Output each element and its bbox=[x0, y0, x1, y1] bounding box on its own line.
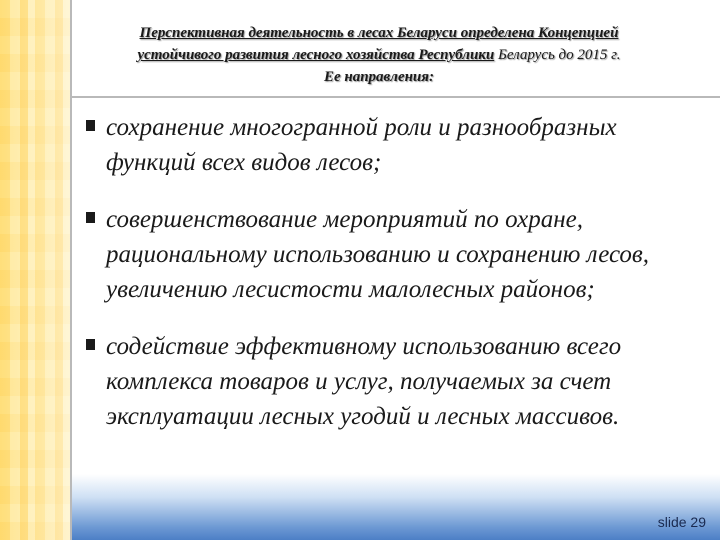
square-bullet-icon bbox=[86, 120, 95, 131]
bullet-item bbox=[84, 110, 674, 180]
side-pattern-fade bbox=[0, 0, 70, 540]
bottom-gradient-bar bbox=[70, 474, 720, 540]
bullet-item bbox=[84, 329, 674, 434]
bullet-text: сохранение многогранной роли и разнообразных функций всех видов лесов; bbox=[106, 114, 617, 176]
square-bullet-icon bbox=[86, 212, 95, 223]
header-line-2-underlined: устойчивого развития лесного хозяйства Республики bbox=[137, 47, 495, 63]
slide-header bbox=[74, 22, 684, 88]
header-line-2 bbox=[74, 44, 684, 66]
header-line-1-text: Перспективная деятельность в лесах Беларуси определена Концепцией bbox=[139, 25, 619, 41]
header-line-1 bbox=[74, 22, 684, 44]
header-line-3 bbox=[74, 66, 684, 88]
vertical-divider bbox=[70, 0, 72, 540]
slide-number: slide 29 bbox=[657, 514, 706, 530]
bullet-list bbox=[84, 110, 674, 456]
horizontal-divider bbox=[70, 96, 720, 98]
header-line-2-rest: Беларусь до 2015 г. bbox=[494, 47, 621, 63]
bullet-text: содействие эффективному использованию всего комплекса товаров и услуг, получаемых за счет эксплуатации лесных угодий и лесных массивов. bbox=[106, 333, 622, 430]
bullet-text: совершенствование мероприятий по охране, рациональному использованию и сохранению лесов, увеличению лесистости малолесных районов; bbox=[106, 206, 650, 303]
square-bullet-icon bbox=[86, 339, 95, 350]
header-subtitle: Ее направления: bbox=[323, 69, 435, 85]
bullet-item bbox=[84, 202, 674, 307]
